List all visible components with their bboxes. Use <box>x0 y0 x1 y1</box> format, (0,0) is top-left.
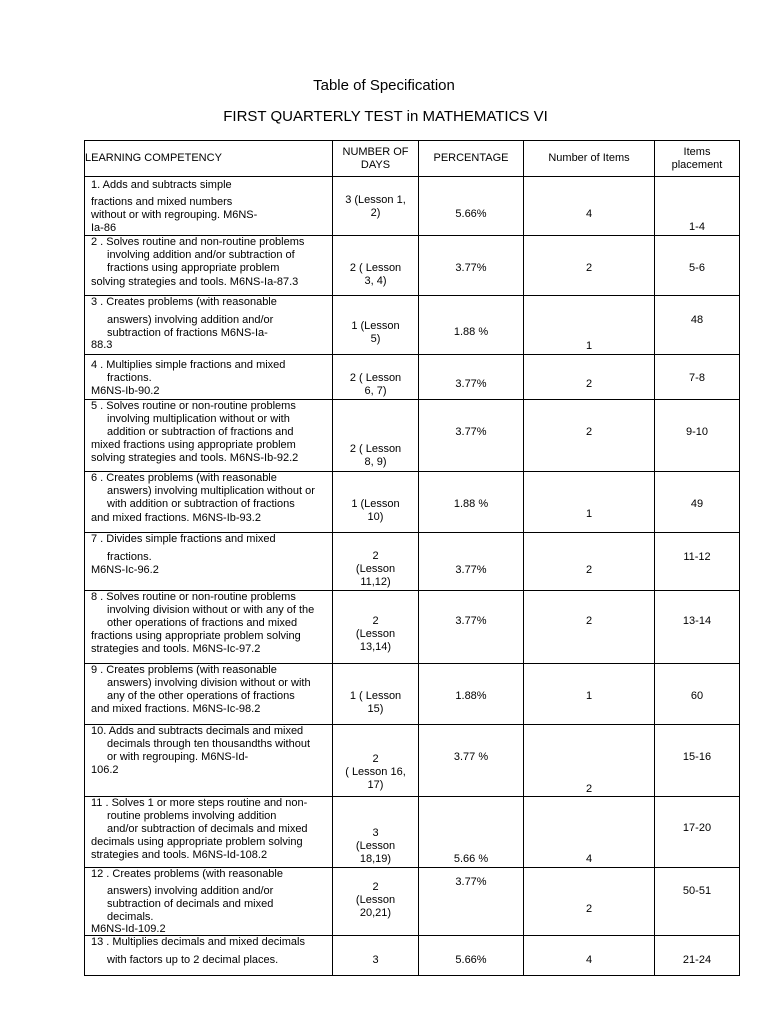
competency-text: and mixed fractions. M6NS-Ic-98.2 <box>91 703 261 715</box>
competency-text: solving strategies and tools. M6NS-Ib-92.2 <box>91 452 299 464</box>
test-subtitle: FIRST QUARTERLY TEST in MATHEMATICS VI <box>223 108 548 125</box>
table-row <box>85 533 740 591</box>
competency-text: and mixed fractions. M6NS-Ib-93.2 <box>91 512 261 524</box>
days-text: 2 ( Lesson <box>349 372 402 384</box>
percentage-cell <box>419 236 524 296</box>
competency-text: other operations of fractions and mixed <box>107 617 298 629</box>
items-cell <box>524 472 655 533</box>
competency-text: 88.3 <box>91 339 113 351</box>
competency-text: decimals. <box>107 911 154 923</box>
competency-cell <box>85 936 333 976</box>
competency-cell <box>85 177 333 236</box>
placement-text: 21-24 <box>682 954 712 966</box>
days-text: 2 ( Lesson <box>349 262 402 274</box>
percentage-text: 5.66% <box>455 208 487 220</box>
table-row <box>85 472 740 533</box>
days-text: 11,12) <box>360 576 391 588</box>
competency-text: fractions using appropriate problem <box>107 262 280 274</box>
table-row <box>85 236 740 296</box>
header-number-of-items: Number of Items <box>524 141 655 177</box>
competency-text: 7 . Divides simple fractions and mixed <box>91 533 276 545</box>
days-text: 3 <box>372 827 379 839</box>
percentage-cell <box>419 400 524 472</box>
items-cell <box>524 936 655 976</box>
placement-text: 5-6 <box>689 262 705 274</box>
placement-text: 1-4 <box>689 221 705 233</box>
percentage-text: 3.77% <box>455 564 487 576</box>
table-row <box>85 936 740 976</box>
days-cell <box>333 236 419 296</box>
percentage-text: 1.88 % <box>453 326 489 338</box>
items-text: 2 <box>585 903 593 915</box>
days-cell <box>333 355 419 400</box>
days-text: 2 <box>372 881 379 893</box>
items-text: 1 <box>585 508 593 520</box>
placement-cell <box>655 177 740 236</box>
percentage-cell <box>419 868 524 936</box>
days-cell <box>333 296 419 355</box>
items-text: 2 <box>585 426 593 438</box>
competency-cell <box>85 664 333 725</box>
days-text: 6, 7) <box>364 385 387 397</box>
competency-cell <box>85 472 333 533</box>
header-number-of-days: NUMBER OF DAYS <box>333 141 419 177</box>
competency-cell <box>85 296 333 355</box>
placement-text: 13-14 <box>682 615 712 627</box>
placement-text: 7-8 <box>689 372 705 384</box>
table-row <box>85 400 740 472</box>
placement-cell <box>655 296 740 355</box>
percentage-text: 3.77% <box>455 262 487 274</box>
days-text: 3 <box>372 954 379 966</box>
days-cell <box>333 472 419 533</box>
placement-cell <box>655 664 740 725</box>
competency-text: M6NS-Ic-96.2 <box>91 564 159 576</box>
competency-text: 5 . Solves routine or non-routine problems <box>91 400 296 412</box>
competency-cell <box>85 797 333 868</box>
competency-text: 12 . Creates problems (with reasonable <box>91 868 283 880</box>
competency-cell <box>85 591 333 664</box>
placement-cell <box>655 236 740 296</box>
competency-text: subtraction of fractions M6NS-Ia- <box>107 327 268 339</box>
days-text: 18,19) <box>359 853 392 865</box>
days-text: 1 ( Lesson <box>349 690 402 702</box>
competency-text: strategies and tools. M6NS-Ic-97.2 <box>91 643 261 655</box>
competency-text: answers) involving multiplication without or <box>107 485 315 497</box>
placement-text: 60 <box>690 690 704 702</box>
items-cell <box>524 177 655 236</box>
competency-text: 106.2 <box>91 764 119 776</box>
items-text: 2 <box>585 564 593 576</box>
competency-text: fractions. <box>107 551 152 563</box>
days-cell <box>333 725 419 797</box>
placement-text: 15-16 <box>682 751 712 763</box>
placement-text: 17-20 <box>682 822 712 834</box>
items-cell <box>524 296 655 355</box>
competency-text: fractions. <box>107 372 152 384</box>
days-cell <box>333 664 419 725</box>
competency-text: 10. Adds and subtracts decimals and mixed <box>91 725 304 737</box>
percentage-text: 3.77% <box>455 876 487 888</box>
days-text: 2 <box>372 550 379 562</box>
days-text: (Lesson <box>355 563 396 575</box>
percentage-text: 3.77% <box>455 615 487 627</box>
competency-text: 8 . Solves routine or non-routine problems <box>91 591 296 603</box>
competency-text: 13 . Multiplies decimals and mixed decimals <box>91 936 305 948</box>
competency-text: or with regrouping. M6NS-Id- <box>107 751 249 763</box>
table-row <box>85 797 740 868</box>
days-cell <box>333 400 419 472</box>
competency-text: fractions and mixed numbers <box>91 196 233 208</box>
page-title: Table of Specification <box>313 77 455 94</box>
competency-text: involving addition and/or subtraction of <box>107 249 295 261</box>
competency-text: 4 . Multiplies simple fractions and mixed <box>91 359 286 371</box>
percentage-cell <box>419 296 524 355</box>
competency-text: 3 . Creates problems (with reasonable <box>91 296 277 308</box>
competency-text: M6NS-Ib-90.2 <box>91 385 160 397</box>
days-cell <box>333 868 419 936</box>
days-text: 20,21) <box>359 907 392 919</box>
competency-text: involving multiplication without or with <box>107 413 290 425</box>
days-cell <box>333 533 419 591</box>
percentage-cell <box>419 591 524 664</box>
placement-cell <box>655 533 740 591</box>
placement-text: 50-51 <box>682 885 712 897</box>
days-cell <box>333 797 419 868</box>
days-cell <box>333 936 419 976</box>
percentage-cell <box>419 355 524 400</box>
days-text: 13,14) <box>359 641 392 653</box>
placement-cell <box>655 797 740 868</box>
items-cell <box>524 868 655 936</box>
competency-text: strategies and tools. M6NS-Id-108.2 <box>91 849 268 861</box>
placement-cell <box>655 400 740 472</box>
competency-cell <box>85 725 333 797</box>
percentage-text: 3.77% <box>455 378 487 390</box>
percentage-cell <box>419 472 524 533</box>
days-text: 2 <box>372 753 379 765</box>
days-text: 15) <box>367 703 384 715</box>
competency-text: answers) involving division without or with <box>107 677 311 689</box>
competency-text: 6 . Creates problems (with reasonable <box>91 472 277 484</box>
percentage-text: 1.88% <box>455 690 487 702</box>
competency-text: with addition or subtraction of fractions <box>107 498 295 510</box>
items-cell <box>524 236 655 296</box>
items-text: 2 <box>585 783 593 795</box>
days-text: 3 (Lesson 1, <box>345 194 406 206</box>
items-text: 2 <box>585 378 593 390</box>
days-cell <box>333 177 419 236</box>
competency-text: any of the other operations of fractions <box>107 690 295 702</box>
header-percentage: PERCENTAGE <box>419 141 524 177</box>
items-cell <box>524 591 655 664</box>
competency-text: answers) involving addition and/or <box>107 885 274 897</box>
days-text: 3, 4) <box>364 275 387 287</box>
table-row <box>85 355 740 400</box>
days-text: 5) <box>370 333 381 345</box>
header-items-placement: Items placement <box>655 141 740 177</box>
competency-text: routine problems involving addition <box>107 810 277 822</box>
competency-text: 2 . Solves routine and non-routine problems <box>91 236 305 248</box>
percentage-text: 1.88 % <box>453 498 489 510</box>
placement-text: 48 <box>690 314 704 326</box>
competency-cell <box>85 355 333 400</box>
items-text: 2 <box>585 262 593 274</box>
days-text: 1 (Lesson <box>351 498 400 510</box>
competency-text: addition or subtraction of fractions and <box>107 426 294 438</box>
table-row <box>85 664 740 725</box>
competency-text: 9 . Creates problems (with reasonable <box>91 664 277 676</box>
days-text: 10) <box>367 511 384 523</box>
table-row <box>85 177 740 236</box>
competency-text: decimals through ten thousandths without <box>107 738 311 750</box>
competency-text: and/or subtraction of decimals and mixed <box>107 823 308 835</box>
percentage-cell <box>419 664 524 725</box>
competency-text: mixed fractions using appropriate problem <box>91 439 296 451</box>
table-row <box>85 868 740 936</box>
percentage-text: 3.77 % <box>453 751 489 763</box>
table-row <box>85 725 740 797</box>
days-text: (Lesson <box>355 894 396 906</box>
competency-text: Ia-86 <box>91 222 117 234</box>
competency-text: subtraction of decimals and mixed <box>107 898 274 910</box>
items-text: 1 <box>585 690 593 702</box>
competency-text: 11 . Solves 1 or more steps routine and non- <box>91 797 308 809</box>
competency-text: fractions using appropriate problem solving <box>91 630 301 642</box>
items-cell <box>524 533 655 591</box>
competency-text: M6NS-Id-109.2 <box>91 923 166 935</box>
items-cell <box>524 725 655 797</box>
days-text: 2 ( Lesson <box>349 443 402 455</box>
percentage-cell <box>419 797 524 868</box>
placement-cell <box>655 725 740 797</box>
items-cell <box>524 400 655 472</box>
items-cell <box>524 355 655 400</box>
placement-cell <box>655 355 740 400</box>
table-row <box>85 591 740 664</box>
placement-text: 49 <box>690 498 704 510</box>
days-text: 2 <box>372 615 379 627</box>
competency-text: 1. Adds and subtracts simple <box>91 179 232 191</box>
items-text: 4 <box>585 208 593 220</box>
competency-text: with factors up to 2 decimal places. <box>107 954 279 966</box>
competency-cell <box>85 400 333 472</box>
percentage-text: 3.77% <box>455 426 487 438</box>
items-cell <box>524 664 655 725</box>
items-cell <box>524 797 655 868</box>
days-text: 17) <box>367 779 384 791</box>
percentage-cell <box>419 936 524 976</box>
days-text: ( Lesson 16, <box>345 766 406 778</box>
competency-text: solving strategies and tools. M6NS-Ia-87.3 <box>91 276 299 288</box>
competency-text: involving division without or with any of the <box>107 604 315 616</box>
competency-text: without or with regrouping. M6NS- <box>91 209 258 221</box>
days-text: 8, 9) <box>364 456 387 468</box>
items-text: 1 <box>585 340 593 352</box>
placement-text: 11-12 <box>683 551 711 563</box>
days-text: 1 (Lesson <box>351 320 400 332</box>
items-text: 2 <box>585 615 593 627</box>
days-cell <box>333 591 419 664</box>
percentage-cell <box>419 533 524 591</box>
percentage-text: 5.66% <box>455 954 487 966</box>
percentage-cell <box>419 177 524 236</box>
days-text: 2) <box>370 207 381 219</box>
specification-table <box>84 140 740 976</box>
placement-cell <box>655 936 740 976</box>
placement-cell <box>655 591 740 664</box>
competency-text: answers) involving addition and/or <box>107 314 274 326</box>
table-header-row <box>85 141 740 177</box>
competency-cell <box>85 533 333 591</box>
table-row <box>85 296 740 355</box>
competency-cell <box>85 868 333 936</box>
competency-cell <box>85 236 333 296</box>
items-text: 4 <box>585 954 593 966</box>
header-learning-competency: LEARNING COMPETENCY <box>85 141 333 177</box>
items-text: 4 <box>585 853 593 865</box>
placement-cell <box>655 868 740 936</box>
percentage-text: 5.66 % <box>453 853 489 865</box>
days-text: (Lesson <box>355 628 396 640</box>
days-text: (Lesson <box>355 840 396 852</box>
placement-cell <box>655 472 740 533</box>
competency-text: decimals using appropriate problem solving <box>91 836 303 848</box>
percentage-cell <box>419 725 524 797</box>
placement-text: 9-10 <box>685 426 709 438</box>
